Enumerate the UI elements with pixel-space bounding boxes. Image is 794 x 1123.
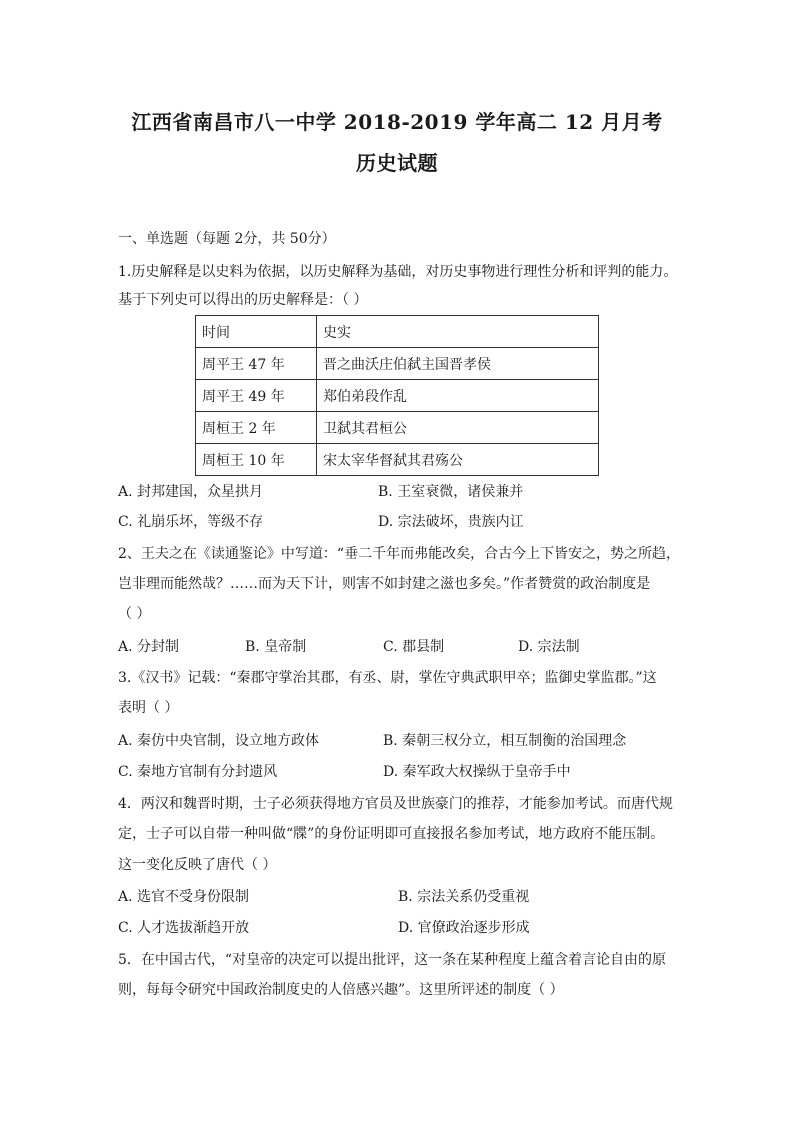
table-cell: 郑伯弟段作乱 bbox=[317, 380, 599, 412]
table-row bbox=[196, 380, 599, 412]
q4-option-d: D. 官僚政治逐步形成 bbox=[398, 920, 530, 936]
q1-option-a: A. 封邦建国，众星拱月 bbox=[118, 484, 264, 500]
q1-text-line-2: 基于下列史可以得出的历史解释是：（ ） bbox=[118, 292, 368, 308]
table-row bbox=[196, 412, 599, 444]
table-header-row bbox=[196, 316, 599, 348]
table-row bbox=[196, 444, 599, 476]
q3-text-line-1: 3.《汉书》记载：“秦郡守掌治其郡，有丞、尉，掌佐守典武职甲卒；监御史掌监郡。”这 bbox=[118, 670, 657, 686]
table-cell: 周桓王 10 年 bbox=[196, 444, 317, 476]
q2-option-a: A. 分封制 bbox=[118, 639, 180, 655]
q4-text-line-3: 这一变化反映了唐代（ ） bbox=[118, 857, 277, 873]
q1-option-c: C. 礼崩乐坏，等级不存 bbox=[118, 514, 264, 530]
page-title: 江西省南昌市八一中学 2018-2019 学年高二 12 月月考 bbox=[131, 110, 663, 134]
q4-text-line-1: 4．两汉和魏晋时期，士子必须获得地方官员及世族豪门的推荐，才能参加考试。而唐代规 bbox=[118, 796, 673, 812]
table-row bbox=[196, 348, 599, 380]
q1-text-line-1: 1.历史解释是以史料为依据，以历史解释为基础，对历史事物进行理性分析和评判的能力。 bbox=[118, 264, 678, 280]
q1-option-d: D. 宗法破坏，贵族内讧 bbox=[378, 514, 524, 530]
q5-text-line-2: 则，每每令研究中国政治制度史的人倍感兴趣”。这里所评述的制度（ ） bbox=[118, 982, 564, 998]
q3-option-b: B. 秦朝三权分立，相互制衡的治国理念 bbox=[383, 733, 627, 749]
q3-option-a: A. 秦仿中央官制，设立地方政体 bbox=[118, 733, 320, 749]
table-cell: 周平王 47 年 bbox=[196, 348, 317, 380]
history-table bbox=[195, 315, 599, 476]
q3-text-line-2: 表明（ ） bbox=[118, 700, 179, 716]
table-header-cell: 史实 bbox=[317, 316, 599, 348]
q5-text-line-1: 5．在中国古代，“对皇帝的决定可以提出批评，这一条在某种程度上蕴含着言论自由的原 bbox=[118, 952, 667, 968]
q3-option-c: C. 秦地方官制有分封遗风 bbox=[118, 764, 278, 780]
q4-option-a: A. 选官不受身份限制 bbox=[118, 889, 250, 905]
table-cell: 宋太宰华督弑其君殇公 bbox=[317, 444, 599, 476]
section-heading: 一、单选题（每题 2分，共 50分） bbox=[118, 231, 336, 247]
q2-option-c: C. 郡县制 bbox=[383, 639, 445, 655]
page-subtitle: 历史试题 bbox=[356, 151, 438, 175]
table-cell: 周平王 49 年 bbox=[196, 380, 317, 412]
table-cell: 晋之曲沃庄伯弑主国晋孝侯 bbox=[317, 348, 599, 380]
q4-text-line-2: 定，士子可以自带一种叫做“牒”的身份证明即可直接报名参加考试，地方政府不能压制。 bbox=[118, 826, 665, 842]
q2-text-line-1: 2、王夫之在《读通鉴论》中写道：“垂二千年而弗能改矣，合古今上下皆安之，势之所趋， bbox=[118, 546, 681, 562]
q3-option-d: D. 秦军政大权操纵于皇帝手中 bbox=[383, 764, 571, 780]
q2-option-d: D. 宗法制 bbox=[518, 639, 580, 655]
q4-option-b: B. 宗法关系仍受重视 bbox=[398, 889, 530, 905]
table-header-cell: 时间 bbox=[196, 316, 317, 348]
q4-option-c: C. 人才选拔渐趋开放 bbox=[118, 920, 250, 936]
q2-option-b: B. 皇帝制 bbox=[245, 639, 307, 655]
q1-option-b: B. 王室衰微，诸侯兼并 bbox=[378, 484, 524, 500]
table-cell: 周桓王 2 年 bbox=[196, 412, 317, 444]
table-cell: 卫弑其君桓公 bbox=[317, 412, 599, 444]
q2-text-line-2: 岂非理而能然哉？……而为天下计，则害不如封建之滋也多矣。”作者赞赏的政治制度是 bbox=[118, 576, 651, 592]
q2-text-line-3: （ ） bbox=[118, 606, 151, 622]
